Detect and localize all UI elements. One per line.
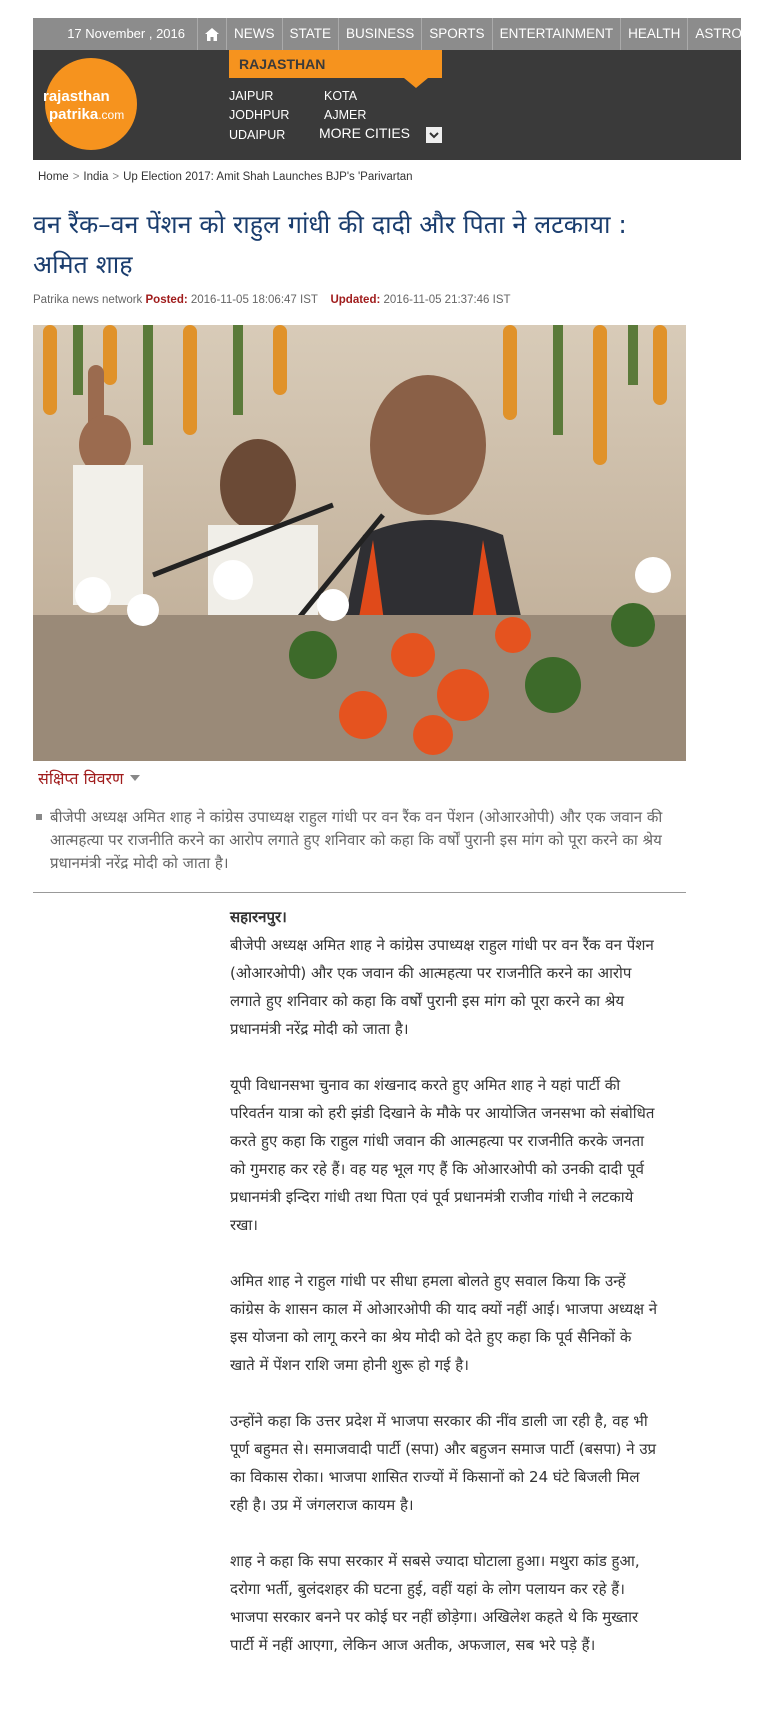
summary-toggle[interactable] — [38, 767, 140, 789]
speaker-photo — [33, 325, 686, 761]
updated-label: Updated: — [330, 294, 381, 306]
breadcrumb-section[interactable]: India — [83, 171, 109, 183]
chevron-down-icon — [429, 132, 439, 139]
logo-text-line1: rajasthan — [43, 88, 110, 105]
logo-text-line2 — [49, 106, 159, 123]
main-nav — [227, 18, 749, 50]
breadcrumb-home[interactable]: Home — [38, 171, 69, 183]
header-city-panel — [33, 50, 741, 160]
site-logo[interactable] — [45, 58, 137, 150]
article-paragraph: शाह ने कहा कि सपा सरकार में सबसे ज्यादा घोटाला हुआ। मथुरा कांड हुआ, दरोगा भर्ती, बुलंदशहर की घटना हुई, वहीं यहां के लोग पलायन कर रहे हैं। भाजपा सरकार बनने पर कोई घर नहीं छोड़ेगा। अखिलेश कहते थे कि मुख्तार पार्टी में नहीं आएगा, लेकिन आज अतीक, अफजाल, सब भरे पड़े हैं। — [230, 1552, 640, 1654]
article-paragraph: यूपी विधानसभा चुनाव का शंखनाद करते हुए अमित शाह ने यहां पार्टी की परिवर्तन यात्रा को हरी झंडी दिखाने के मौके पर आयोजित जनसभा को संबोधित करते हुए कहा कि राहुल गांधी जवान की आत्महत्या पर राजनीति करके जनता को गुमराह कर रहे हैं। वह यह भूल गए हैं कि ओआरओपी को उनकी दादी पूर्व प्रधानमंत्री इन्दिरा गांधी तथा पिता एवं पूर्व प्रधानमंत्री राजीव गांधी ने लटकाये रखा। — [230, 1076, 655, 1234]
home-button[interactable] — [197, 18, 227, 50]
content-divider — [33, 892, 686, 893]
article-summary — [36, 806, 676, 875]
logo-text-suffix: .com — [98, 108, 125, 122]
article-body — [230, 903, 660, 1687]
posted-time: 2016-11-05 18:06:47 IST — [190, 294, 318, 306]
article-meta — [33, 294, 511, 306]
city-link-udaipur[interactable]: UDAIPUR — [229, 128, 286, 142]
caret-down-icon — [130, 775, 140, 781]
summary-text: बीजेपी अध्यक्ष अमित शाह ने कांग्रेस उपाध्यक्ष राहुल गांधी पर वन रैंक वन पेंशन (ओआरओपी) और एक जवान की आत्महत्या पर राजनीति करने का आरोप लगाते हुए शनिवार को कहा कि वर्षों पुरानी इस मांग को पूरा करने का श्रेय प्रधानमंत्री नरेंद्र मोदी को जाता है। — [50, 808, 663, 872]
nav-sports[interactable]: SPORTS — [422, 18, 492, 50]
breadcrumb-current: Up Election 2017: Amit Shah Launches BJP's 'Parivartan — [123, 171, 413, 183]
logo-text-main: patrika — [49, 106, 99, 123]
posted-label: Posted: — [145, 294, 188, 306]
article-paragraph: अमित शाह ने राहुल गांधी पर सीधा हमला बोलते हुए सवाल किया कि उन्हें कांग्रेस के शासन काल में ओआरओपी की याद क्यों नहीं आई। भाजपा अध्यक्ष ने इस योजना को लागू करने का श्रेय मोदी को देते हुए कहा कि पूर्व सैनिकों के खाते में पेंशन राशि जमा होनी शुरू हो गई है। — [230, 1272, 658, 1374]
city-link-jaipur[interactable]: JAIPUR — [229, 89, 274, 103]
article-dateline: सहारनपुर। — [230, 908, 287, 926]
breadcrumb-separator-icon: > — [72, 171, 80, 183]
nav-news[interactable]: NEWS — [227, 18, 283, 50]
region-tab-rajasthan[interactable]: RAJASTHAN — [229, 50, 442, 78]
city-link-ajmer[interactable]: AJMER — [324, 108, 367, 122]
nav-astro[interactable]: ASTRO — [695, 26, 742, 41]
article-hero-image — [33, 325, 686, 761]
article-title: वन रैंक–वन पेंशन को राहुल गांधी की दादी और पिता ने लटकाया : अमित शाह — [33, 210, 627, 279]
city-link-jodhpur[interactable]: JODHPUR — [229, 108, 290, 122]
nav-business[interactable]: BUSINESS — [339, 18, 422, 50]
article-paragraph: उन्होंने कहा कि उत्तर प्रदेश में भाजपा सरकार की नींव डाली जा रही है, वह भी पूर्ण बहुमत से। समाजवादी पार्टी (सपा) और बहुजन समाज पार्टी (बसपा) ने उप्र का विकास रोका। भाजपा शासित राज्यों में किसानों को 24 घंटे बिजली मिल रही है। उप्र में जंगलराज कायम है। — [230, 1412, 657, 1514]
summary-toggle-label: संक्षिप्त विवरण — [38, 769, 124, 788]
home-icon — [205, 28, 219, 41]
more-cities-link[interactable]: MORE CITIES — [319, 125, 411, 141]
nav-health[interactable]: HEALTH — [621, 18, 688, 50]
top-nav-bar — [33, 18, 741, 50]
breadcrumb-separator-icon: > — [112, 171, 120, 183]
region-tab-pointer — [404, 78, 428, 88]
city-link-kota[interactable]: KOTA — [324, 89, 358, 103]
bullet-icon — [36, 814, 42, 820]
current-date: 17 November , 2016 — [67, 26, 185, 41]
article-paragraph: बीजेपी अध्यक्ष अमित शाह ने कांग्रेस उपाध्यक्ष राहुल गांधी पर वन रैंक वन पेंशन (ओआरओपी) और एक जवान की आत्महत्या पर राजनीति करने का आरोप लगाते हुए शनिवार को कहा कि वर्षों पुरानी इस मांग को पूरा करने का श्रेय प्रधानमंत्री नरेंद्र मोदी को जाता है। — [230, 936, 654, 1038]
nav-state[interactable]: STATE — [283, 18, 340, 50]
updated-time: 2016-11-05 21:37:46 IST — [383, 294, 511, 306]
nav-entertainment[interactable]: ENTERTAINMENT — [493, 18, 622, 50]
more-cities-dropdown-button[interactable] — [426, 127, 442, 143]
breadcrumb — [38, 171, 413, 183]
article-source: Patrika news network — [33, 294, 143, 306]
